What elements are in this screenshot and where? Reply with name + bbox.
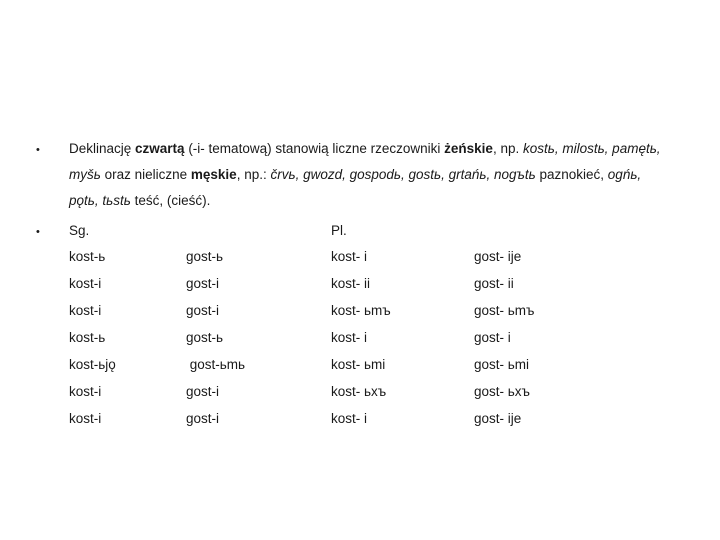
italic-examples: myšь	[69, 167, 101, 182]
table-cell: kost- i	[331, 330, 368, 345]
text-span: oraz nieliczne	[100, 167, 191, 182]
table-cell: kost-ьjǫ	[69, 357, 116, 372]
italic-examples: ogńь,	[607, 167, 642, 182]
table-cell: gost- ije	[474, 249, 522, 264]
table-cell: gost-i	[186, 411, 220, 426]
table-cell: gost-i	[186, 303, 220, 318]
table-cell: gost-i	[186, 384, 220, 399]
table-cell: gost- ьmi	[474, 357, 530, 372]
table-cell: kost- ii	[331, 276, 371, 291]
table-cell: gost- ii	[474, 276, 514, 291]
declension-description	[69, 136, 689, 214]
table-cell: gost-i	[186, 276, 220, 291]
table-cell: kost-ь	[69, 330, 106, 345]
bullet-marker: •	[36, 144, 40, 156]
table-cell: gost-ь	[186, 330, 224, 345]
table-cell: gost-ь	[186, 249, 224, 264]
text-span: , np.:	[236, 167, 271, 182]
table-cell: kost- ьxъ	[331, 384, 387, 399]
text-span: , np.	[492, 141, 523, 156]
table-cell: kost-ь	[69, 249, 106, 264]
table-cell: gost- ьxъ	[474, 384, 530, 399]
table-cell: gost- i	[474, 330, 511, 345]
plural-header: Pl.	[331, 223, 347, 238]
table-cell: kost-i	[69, 276, 102, 291]
table-cell: kost- i	[331, 411, 368, 426]
bullet-marker: •	[36, 226, 40, 238]
bold-term-meskie: męskie	[190, 167, 237, 182]
table-cell: kost-i	[69, 303, 102, 318]
text-span: (-i- tematową) stanowią liczne rzeczowniki	[184, 141, 445, 156]
table-cell: gost-ьmь	[186, 357, 246, 372]
italic-examples: črvь, gwozd, gospodь, gostь, grtańь, nogъtь	[270, 167, 536, 182]
text-span: Deklinację	[69, 141, 136, 156]
table-cell: kost- ьmъ	[331, 303, 391, 318]
description-line-2	[69, 162, 689, 188]
table-cell: gost- ьmъ	[474, 303, 535, 318]
description-line-3	[69, 188, 689, 214]
table-cell: gost- ije	[474, 411, 522, 426]
text-span: paznokieć,	[535, 167, 608, 182]
table-cell: kost-i	[69, 384, 102, 399]
text-span: teść, (cieść).	[130, 193, 211, 208]
italic-examples: pǫtь, tьstь	[69, 193, 131, 208]
table-cell: kost-i	[69, 411, 102, 426]
bold-term-czwarta: czwartą	[135, 141, 185, 156]
italic-examples: kostь, milostь, pamętь,	[522, 141, 661, 156]
table-cell: kost- i	[331, 249, 368, 264]
bold-term-zenskie: żeńskie	[444, 141, 493, 156]
singular-header: Sg.	[69, 223, 90, 238]
table-cell: kost- ьmi	[331, 357, 386, 372]
description-line-1	[69, 136, 689, 162]
